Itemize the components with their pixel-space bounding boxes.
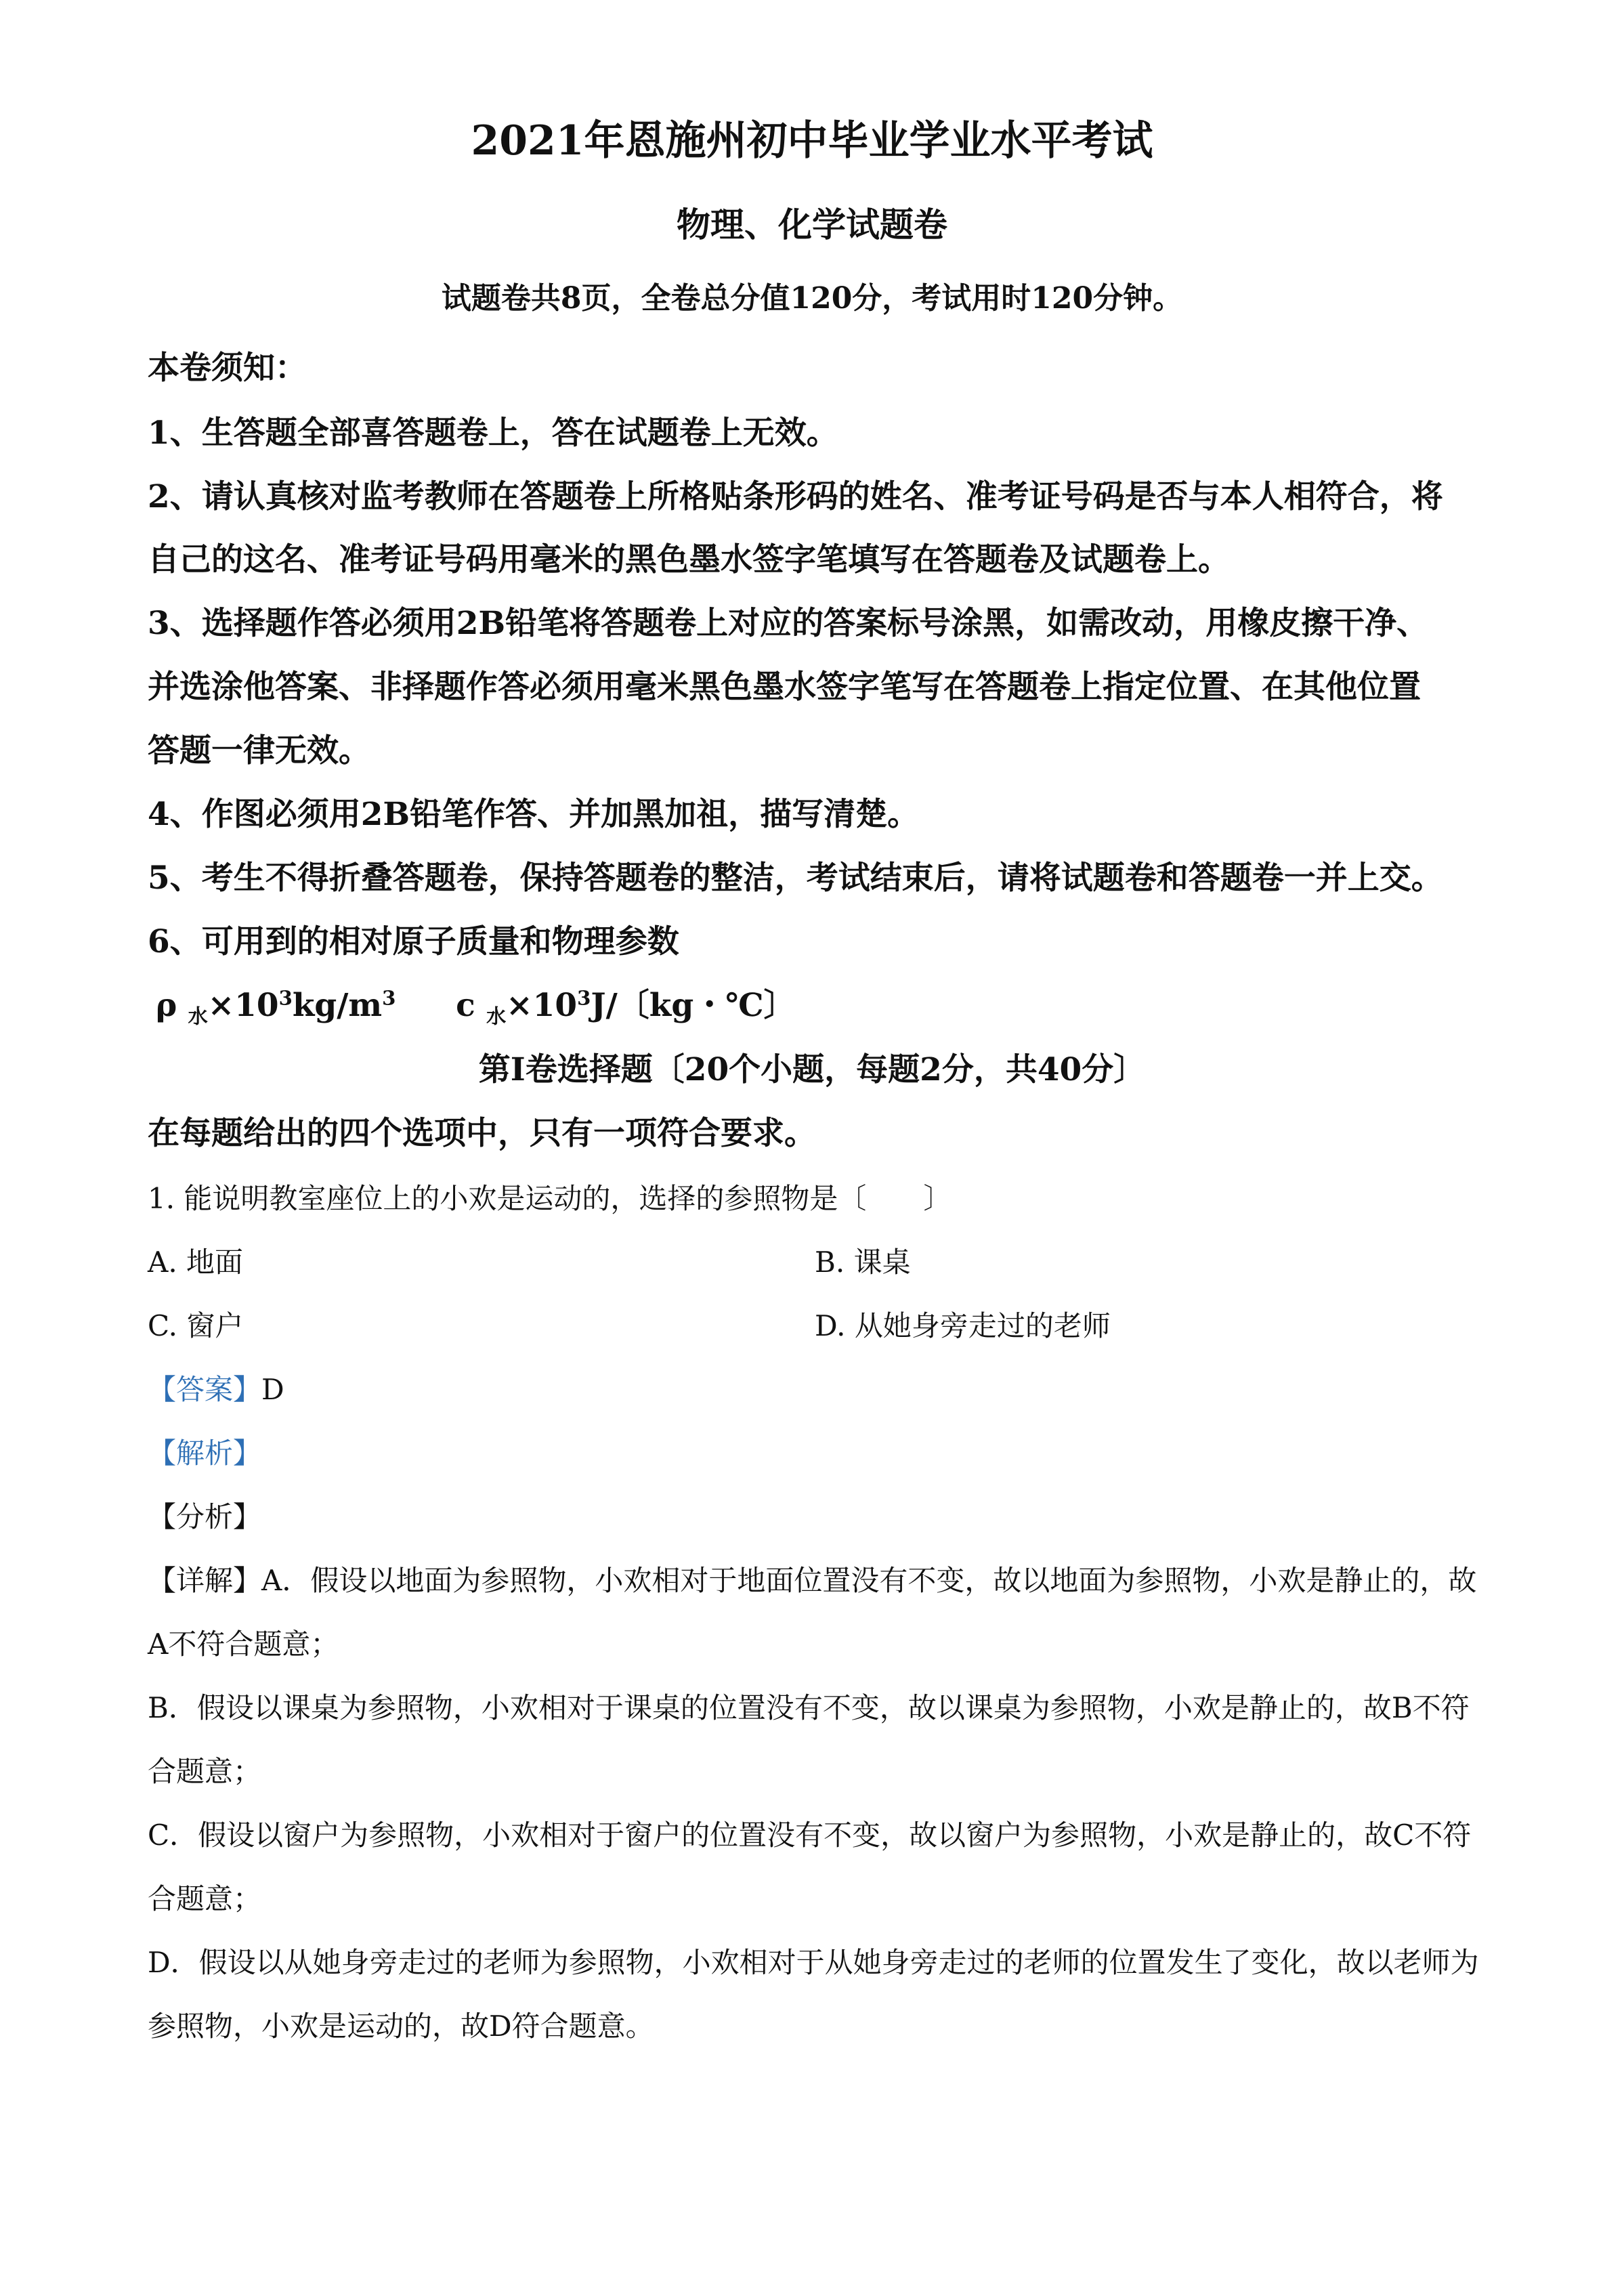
option-c: C. 窗户 (148, 1309, 244, 1342)
detail-line-4: 合题意； (148, 1755, 262, 1788)
rho-symbol: ρ (156, 987, 177, 1024)
notice-line-4: 3、选择题作答必须用2B铅笔将答题卷上对应的答案标号涂黑，如需改动，用橡皮擦干净、 (148, 605, 1429, 642)
detail-text-1: A．假设以地面为参照物，小欢相对于地面位置没有不变，故以地面为参照物，小欢是静止的，故 (261, 1564, 1477, 1597)
detail-line-8: 参照物，小欢是运动的，故D符合题意。 (148, 2010, 654, 2043)
answer-value: D (261, 1373, 284, 1406)
option-a: A. 地面 (148, 1246, 244, 1279)
detail-line-2: A不符合题意； (148, 1628, 339, 1661)
rho-subscript: 水 (188, 1004, 208, 1028)
detail-line-1 (148, 1564, 1476, 1598)
analysis-label: 【解析】 (148, 1437, 262, 1470)
physics-params (156, 986, 796, 1028)
notice-line-6: 答题一律无效。 (148, 732, 370, 769)
detail-line-6: 合题意； (148, 1882, 262, 1915)
rho-value: ×10 (207, 987, 279, 1024)
rho-exponent: 3 (278, 986, 293, 1010)
c-exponent: 3 (577, 986, 591, 1010)
c-unit: J/〔kg・℃〕 (591, 987, 796, 1024)
answer-line (148, 1373, 284, 1407)
option-d: D. 从她身旁走过的老师 (815, 1309, 1111, 1342)
answer-label: 【答案】 (148, 1373, 262, 1406)
detail-label: 【详解】 (148, 1564, 262, 1597)
detail-line-5: C．假设以窗户为参照物，小欢相对于窗户的位置没有不变，故以窗户为参照物，小欢是静止的，故C不符 (148, 1819, 1472, 1852)
notice-line-2: 2、请认真核对监考教师在答题卷上所格贴条形码的姓名、准考证号码是否与本人相符合，将 (148, 478, 1443, 515)
notice-line-9: 6、可用到的相对原子质量和物理参数 (148, 923, 679, 960)
c-symbol: c (456, 987, 475, 1024)
detail-line-3: B．假设以课桌为参照物，小欢相对于课桌的位置没有不变，故以课桌为参照物，小欢是静止的，故B不符 (148, 1691, 1470, 1724)
fenxi-label: 【分析】 (148, 1500, 262, 1533)
notice-line-1: 1、生答题全部喜答题卷上，答在试题卷上无效。 (148, 414, 838, 452)
notice-line-5: 并选涂他答案、非择题作答必须用毫米黑色墨水签字笔写在答题卷上指定位置、在其他位置 (148, 668, 1421, 706)
question-stem: 1. 能说明教室座位上的小欢是运动的，选择的参照物是〔 〕 (148, 1182, 952, 1215)
option-b: B. 课桌 (815, 1246, 911, 1279)
notice-line-7: 4、作图必须用2B铅笔作答、并加黑加祖，描写清楚。 (148, 796, 920, 833)
notice-line-8: 5、考生不得折叠答题卷，保持答题卷的整洁，考试结束后，请将试题卷和答题卷一并上交。 (148, 859, 1443, 897)
exam-info: 试题卷共8页，全卷总分值120分，考试用时120分钟。 (441, 281, 1183, 316)
c-subscript: 水 (486, 1004, 507, 1028)
rho-unit-exponent: 3 (382, 986, 396, 1010)
notice-heading: 本卷须知： (148, 349, 307, 387)
rho-unit: kg/m (292, 987, 383, 1024)
detail-line-7: D．假设以从她身旁走过的老师为参照物，小欢相对于从她身旁走过的老师的位置发生了变化，故以老师为 (148, 1946, 1479, 1979)
exam-title: 2021年恩施州初中毕业学业水平考试 (471, 117, 1153, 165)
notice-line-3: 自己的这名、准考证号码用毫米的黑色墨水签字笔填写在答题卷及试题卷上。 (148, 541, 1230, 578)
section-instruction: 在每题给出的四个选项中，只有一项符合要求。 (148, 1115, 816, 1152)
exam-subtitle: 物理、化学试题卷 (677, 205, 947, 245)
section-heading: 第I卷选择题〔20个小题，每题2分，共40分〕 (478, 1051, 1146, 1088)
c-value: ×10 (506, 987, 578, 1024)
